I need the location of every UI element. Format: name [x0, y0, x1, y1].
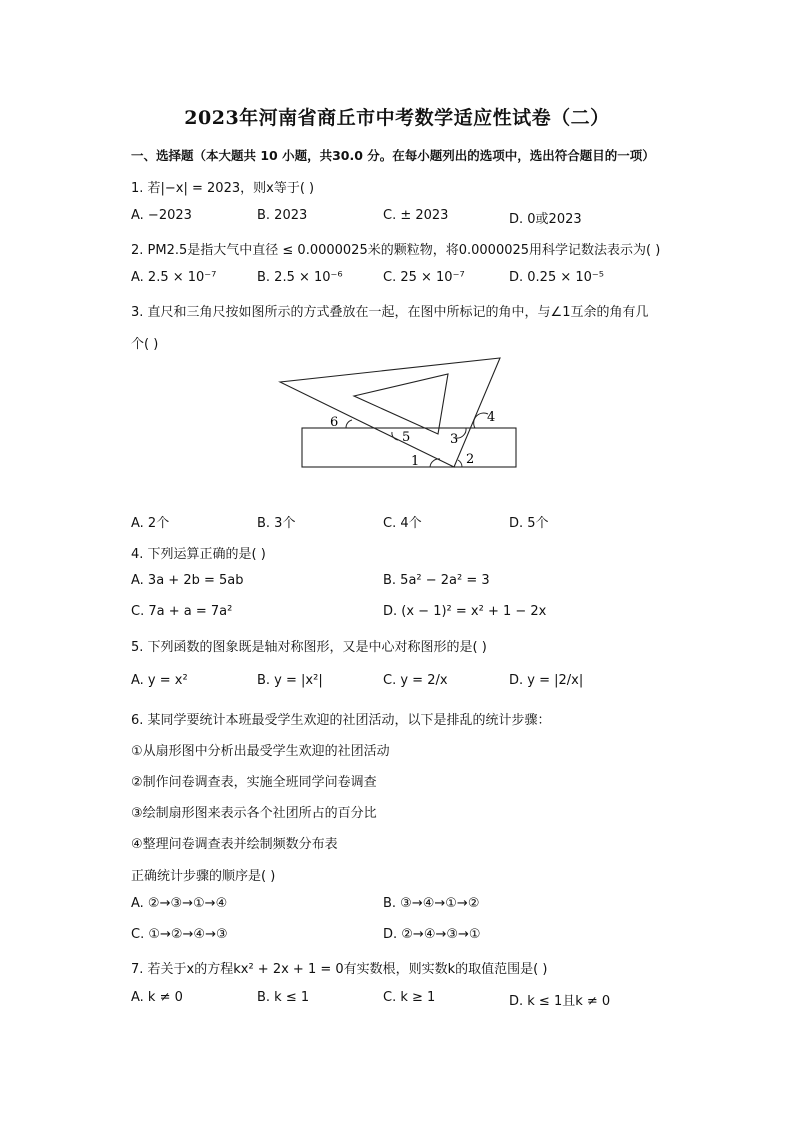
q5-option-b: B. y = |x²| — [257, 673, 323, 688]
q4-option-d: D. (x − 1)² = x² + 1 − 2x — [383, 604, 547, 619]
q6-step-2: ②制作问卷调查表，实施全班同学问卷调查 — [131, 775, 377, 790]
question-3-stem-line1: 3. 直尺和三角尺按如图所示的方式叠放在一起，在图中所标记的角中，与∠1互余的角有几 — [131, 305, 649, 320]
q5-option-c: C. y = 2/x — [383, 673, 448, 688]
page-title: 2023年河南省商丘市中考数学适应性试卷（二） — [184, 107, 610, 129]
q6-step-4: ④整理问卷调查表并绘制频数分布表 — [131, 837, 338, 852]
angle-label-2: 2 — [466, 452, 475, 467]
angle-arc-1 — [430, 459, 440, 467]
q1-option-b: B. 2023 — [257, 208, 308, 223]
q4-option-a: A. 3a + 2b = 5ab — [131, 573, 244, 588]
angle-label-3: 3 — [450, 432, 459, 447]
q1-option-a: A. −2023 — [131, 208, 192, 223]
q5-option-a: A. y = x² — [131, 673, 188, 688]
q6-option-a: A. ②→③→①→④ — [131, 896, 228, 911]
question-6-stem: 6. 某同学要统计本班最受学生欢迎的社团活动，以下是排乱的统计步骤： — [131, 713, 551, 728]
q3-option-c: C. 4个 — [383, 516, 422, 531]
q6-prompt: 正确统计步骤的顺序是( ) — [131, 869, 276, 884]
q2-option-b: B. 2.5 × 10⁻⁶ — [257, 270, 343, 285]
q6-step-3: ③绘制扇形图来表示各个社团所占的百分比 — [131, 806, 377, 821]
angle-label-4: 4 — [487, 410, 496, 425]
q1-option-d: D. 0或2023 — [509, 212, 582, 227]
question-3-stem-line2: 个( ) — [131, 337, 159, 352]
q6-option-d: D. ②→④→③→① — [383, 927, 481, 942]
angle-label-6: 6 — [330, 415, 339, 430]
angle-arc-2 — [458, 460, 462, 467]
q3-option-a: A. 2个 — [131, 516, 170, 531]
q3-option-b: B. 3个 — [257, 516, 296, 531]
q7-option-d: D. k ≤ 1且k ≠ 0 — [509, 994, 611, 1009]
q3-option-d: D. 5个 — [509, 516, 549, 531]
angle-arc-6 — [346, 420, 352, 428]
question-7-stem: 7. 若关于x的方程kx² + 2x + 1 = 0有实数根，则实数k的取值范围是( ) — [131, 962, 548, 977]
q4-option-c: C. 7a + a = 7a² — [131, 604, 233, 619]
q1-option-c: C. ± 2023 — [383, 208, 449, 223]
q2-option-c: C. 25 × 10⁻⁷ — [383, 270, 465, 285]
angle-label-1: 1 — [411, 454, 420, 469]
section-heading: 一、选择题（本大题共 10 小题，共30.0 分。在每小题列出的选项中，选出符合题目的一项） — [131, 148, 655, 163]
ruler-triangle-figure — [270, 352, 530, 477]
q5-option-d: D. y = |2/x| — [509, 673, 584, 688]
q6-option-b: B. ③→④→①→② — [383, 896, 480, 911]
q7-option-b: B. k ≤ 1 — [257, 990, 310, 1005]
q6-step-1: ①从扇形图中分析出最受学生欢迎的社团活动 — [131, 744, 390, 759]
question-1-stem: 1. 若|−x| = 2023，则x等于( ) — [131, 181, 315, 196]
q4-option-b: B. 5a² − 2a² = 3 — [383, 573, 490, 588]
question-4-stem: 4. 下列运算正确的是( ) — [131, 547, 266, 562]
question-5-stem: 5. 下列函数的图象既是轴对称图形，又是中心对称图形的是( ) — [131, 640, 487, 655]
question-2-stem: 2. PM2.5是指大气中直径 ≤ 0.0000025米的颗粒物，将0.0000025用科学记数法表示为( ) — [131, 243, 661, 258]
q7-option-a: A. k ≠ 0 — [131, 990, 183, 1005]
q7-option-c: C. k ≥ 1 — [383, 990, 436, 1005]
q2-option-a: A. 2.5 × 10⁻⁷ — [131, 270, 217, 285]
angle-label-5: 5 — [402, 430, 411, 445]
q6-option-c: C. ①→②→④→③ — [131, 927, 228, 942]
q2-option-d: D. 0.25 × 10⁻⁵ — [509, 270, 604, 285]
